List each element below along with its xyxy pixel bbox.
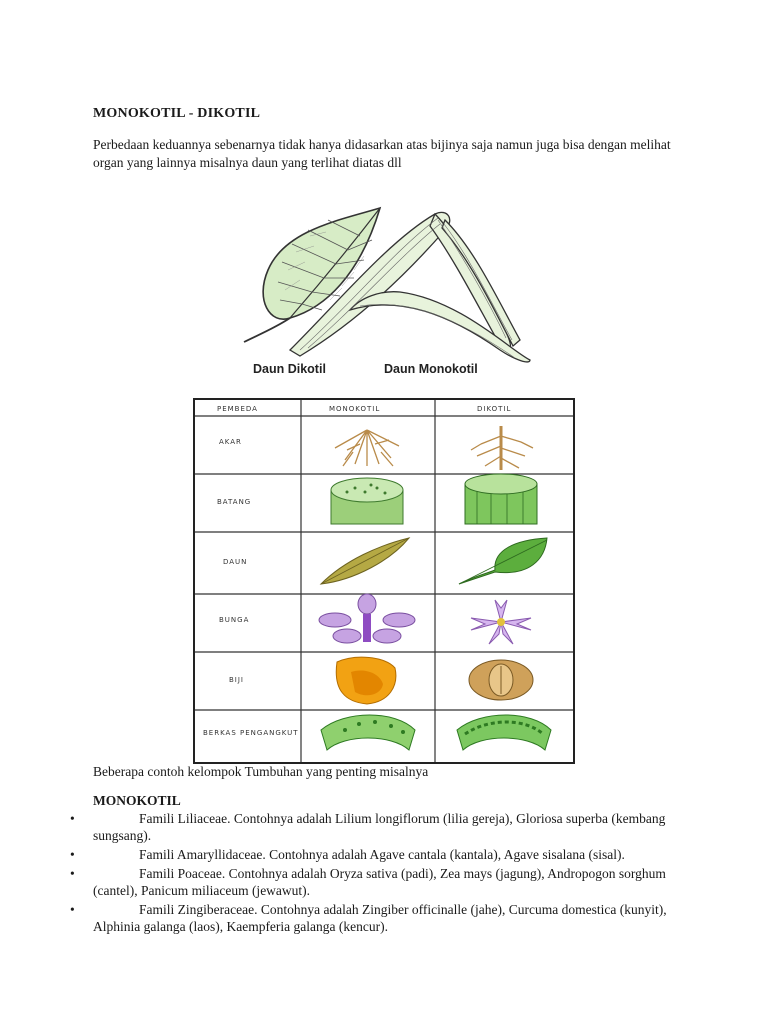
list-item [68,901,688,935]
intro-paragraph: Perbedaan keduannya sebenarnya tidak hanya didasarkan atas bijinya saja namun juga bisa dengan melihat organ yang lainnya misalnya daun yang terlihat diatas dll [93,137,671,170]
dicot-leaf-icon [459,538,547,584]
monocot-root-icon [335,430,399,466]
header-pembeda: PEMBEDA [217,405,258,413]
header-monokotil: MONOKOTIL [329,405,381,413]
examples-intro: Beberapa contoh kelompok Tumbuhan yang penting misalnya [93,764,429,779]
row-daun: DAUN [223,558,248,566]
monocot-vascular-icon [321,715,415,750]
bullet-icon: • [70,811,75,826]
monokotil-family-list [68,810,688,937]
row-batang: BATANG [217,498,252,506]
comparison-table [193,398,575,764]
dicot-leaf-drawing [244,208,380,342]
dicot-flower-icon [471,600,531,644]
label-daun-dikotil: Daun Dikotil [253,362,326,376]
monocot-leaf-icon [321,538,409,584]
list-item-text: Famili Zingiberaceae. Contohnya adalah Zingiber officinalle (jahe), Curcuma domestica (kunyit), Alphinia galanga (laos), Kaempferia galanga (kencur). [93,902,667,934]
monocot-flower-icon [319,594,415,643]
monokotil-subheading: MONOKOTIL [93,793,181,808]
list-item [68,810,688,844]
bullet-icon: • [70,866,75,881]
bullet-icon: • [70,902,75,917]
dicot-seed-icon [469,660,533,700]
row-akar: AKAR [219,438,242,446]
row-biji: BIJI [229,676,244,684]
list-item-text: Famili Amaryllidaceae. Contohnya adalah Agave cantala (kantala), Agave sisalana (sisal). [139,847,625,862]
dicot-root-icon [471,426,533,470]
monocot-stem-icon [331,478,403,524]
page-title: MONOKOTIL - DIKOTIL [93,106,261,121]
bullet-icon: • [70,847,75,862]
list-item-text: Famili Poaceae. Contohnya adalah Oryza sativa (padi), Zea mays (jagung), Andropogon sorghum (cantel), Panicum miliaceum (jewawut). [93,866,666,898]
dicot-vascular-icon [457,715,551,750]
row-bunga: BUNGA [219,616,250,624]
monocot-seed-icon [336,657,396,704]
header-dikotil: DIKOTIL [477,405,512,413]
label-daun-monokotil: Daun Monokotil [384,362,478,376]
dicot-stem-icon [465,474,537,524]
list-item [68,865,688,899]
list-item-text: Famili Liliaceae. Contohnya adalah Lilium longiflorum (lilia gereja), Gloriosa superba (kembang sungsang). [93,811,666,843]
row-berkas-pengangkut: BERKAS PENGANGKUT [203,729,299,737]
comparison-table-graphic [195,400,573,762]
list-item [68,846,688,863]
